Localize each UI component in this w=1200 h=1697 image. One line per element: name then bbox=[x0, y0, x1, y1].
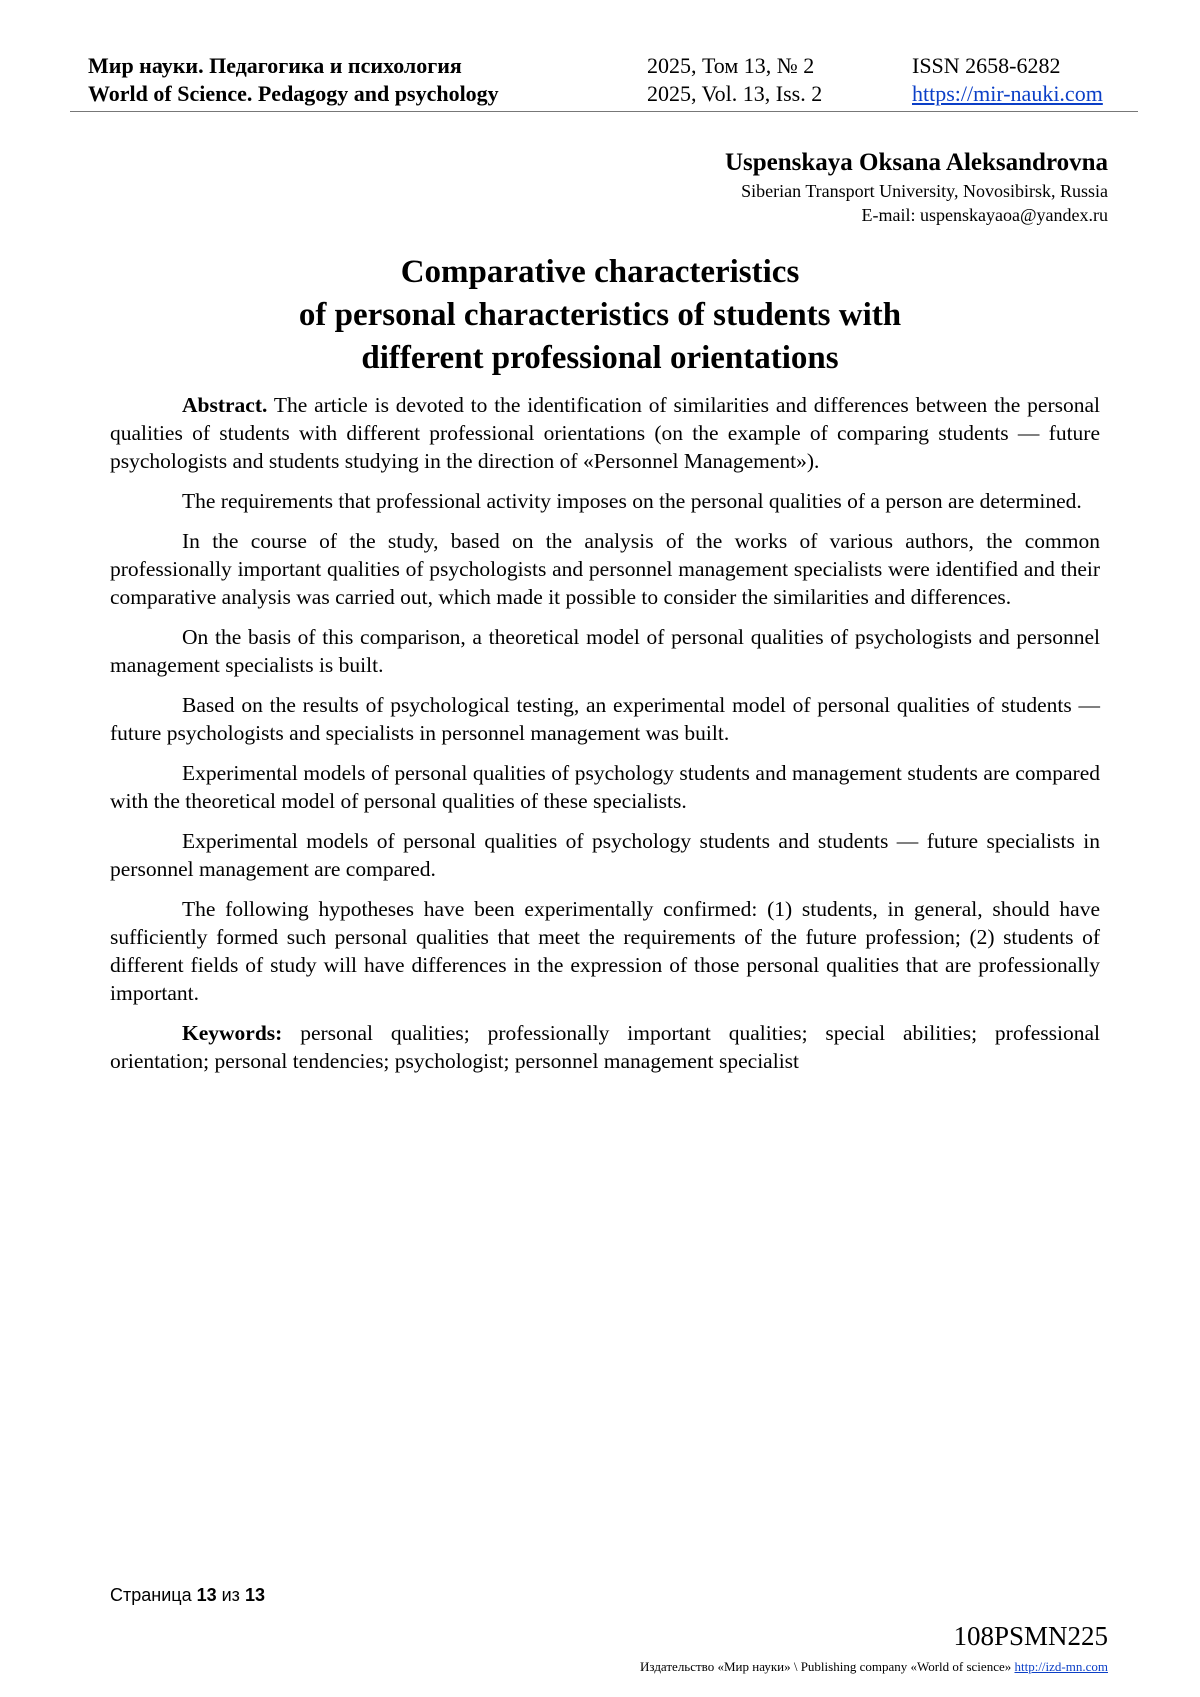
article-title bbox=[100, 251, 1100, 380]
publisher-text: Издательство «Мир науки» \ Publishing company «World of science» bbox=[640, 1659, 1015, 1674]
title-line-1: Comparative characteristics bbox=[400, 254, 800, 290]
page-middle: из bbox=[216, 1585, 245, 1605]
journal-name-block bbox=[88, 52, 499, 108]
abstract-paragraph bbox=[110, 391, 1100, 475]
journal-name-ru: Мир науки. Педагогика и психология bbox=[88, 53, 462, 78]
abstract-paragraph-4: On the basis of this comparison, a theoretical model of personal qualities of psychologists and personnel management specialists is built. bbox=[110, 625, 1100, 677]
author-name: Uspenskaya Oksana Aleksandrovna bbox=[724, 149, 1108, 176]
author-email: E-mail: uspenskayaoa@yandex.ru bbox=[861, 205, 1108, 225]
title-line-2: of personal characteristics of students with bbox=[298, 297, 902, 333]
abstract-label: Abstract. bbox=[182, 393, 268, 417]
title-line-3: different professional orientations bbox=[361, 340, 839, 376]
abstract-section bbox=[110, 391, 1100, 1087]
journal-name-en: World of Science. Pedagogy and psychology bbox=[88, 81, 499, 106]
keywords-paragraph bbox=[110, 1019, 1100, 1075]
page-total: 13 bbox=[244, 1585, 265, 1605]
abstract-paragraph-8: The following hypotheses have been experimentally confirmed: (1) students, in general, should have sufficiently formed such personal qualities that meet the requirements of the future profession; (2) students of different fields of study will have differences in the expression of those personal qualities that are professionally important. bbox=[110, 897, 1100, 1005]
abstract-paragraph-5: Based on the results of psychological testing, an experimental model of personal qualities of students — future psychologists and specialists in personnel management was built. bbox=[110, 693, 1100, 745]
journal-header bbox=[88, 52, 1120, 112]
header-divider bbox=[70, 111, 1138, 112]
keywords-text: personal qualities; professionally important qualities; special abilities; professional orientation; personal tendencies; psychologist; personnel management specialist bbox=[110, 1021, 1100, 1073]
page-number bbox=[110, 1585, 265, 1606]
issue-block bbox=[647, 52, 822, 108]
author-block bbox=[725, 147, 1108, 227]
abstract-paragraph-7: Experimental models of personal qualities of psychology students and students — future specialists in personnel management are compared. bbox=[110, 829, 1100, 881]
issn-block bbox=[912, 52, 1103, 108]
abstract-paragraph-3: In the course of the study, based on the analysis of the works of various authors, the common professionally important qualities of psychologists and personnel management specialists were identified and their comparative analysis was carried out, which made it possible to consider the similarities and differences. bbox=[110, 529, 1100, 609]
publisher-link[interactable]: http://izd-mn.com bbox=[1014, 1659, 1108, 1674]
article-code: 108PSMN225 bbox=[953, 1621, 1108, 1651]
issn: ISSN 2658-6282 bbox=[912, 53, 1061, 78]
abstract-text: The article is devoted to the identification of similarities and differences between the personal qualities of students with different professional orientations (on the example of comparing students — future psychologists and students studying in the direction of «Personnel Management»). bbox=[110, 393, 1100, 473]
publisher-line bbox=[640, 1659, 1108, 1675]
issue-en: 2025, Vol. 13, Iss. 2 bbox=[647, 81, 823, 106]
abstract-paragraph-6: Experimental models of personal qualities of psychology students and management students are compared with the theoretical model of personal qualities of these specialists. bbox=[110, 761, 1100, 813]
issue-ru: 2025, Том 13, № 2 bbox=[647, 53, 815, 78]
keywords-label: Keywords: bbox=[182, 1021, 283, 1045]
page-current: 13 bbox=[196, 1585, 217, 1605]
page-prefix: Страница bbox=[110, 1585, 197, 1605]
author-affiliation: Siberian Transport University, Novosibirsk, Russia bbox=[741, 181, 1108, 201]
journal-site-link[interactable]: https://mir-nauki.com bbox=[912, 81, 1103, 106]
abstract-paragraph-2: The requirements that professional activity imposes on the personal qualities of a person are determined. bbox=[182, 489, 1082, 513]
